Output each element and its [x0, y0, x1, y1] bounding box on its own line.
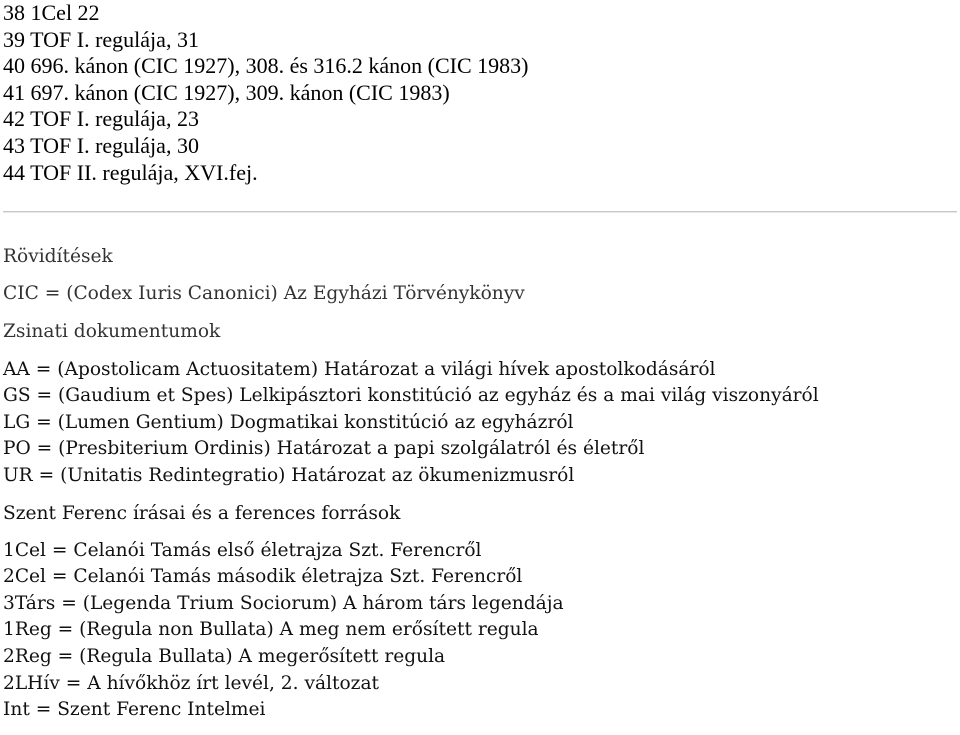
- footnote-41: 41 697. kánon (CIC 1927), 309. kánon (CIC 1983): [3, 79, 450, 105]
- abbr-2reg: 2Reg = (Regula Bullata) A megerősített regula: [3, 645, 446, 667]
- abbr-2lhiv: 2LHív = A hívőkhöz írt levél, 2. változat: [3, 672, 379, 694]
- abbr-2cel: 2Cel = Celanói Tamás második életrajza Szt. Ferencről: [3, 566, 523, 588]
- footnotes: [3, 0, 529, 186]
- abbr-1reg: 1Reg = (Regula non Bullata) A meg nem erősített regula: [3, 619, 539, 641]
- council-list: [3, 357, 819, 490]
- abbr-gs: GS = (Gaudium et Spes) Lelkipásztori konstitúció az egyház és a mai világ viszonyáról: [3, 385, 819, 407]
- abbr-int: Int = Szent Ferenc Intelmei: [3, 699, 266, 721]
- abbr-cic: CIC = (Codex Iuris Canonici) Az Egyházi Törvénykönyv: [3, 283, 525, 304]
- abbr-1cel: 1Cel = Celanói Tamás első életrajza Szt. Ferencről: [3, 539, 482, 561]
- footnote-42: 42 TOF I. regulája, 23: [3, 106, 199, 132]
- francis-heading: Szent Ferenc írásai és a ferences források: [3, 502, 401, 524]
- section-divider: [3, 211, 957, 213]
- francis-list: [3, 538, 819, 724]
- abbr-ur: UR = (Unitatis Redintegratio) Határozat az ökumenizmusról: [3, 464, 575, 486]
- abbr-aa: AA = (Apostolicam Actuositatem) Határozat a világi hívek apostolkodásáról: [3, 358, 716, 380]
- footnote-44: 44 TOF II. regulája, XVI.fej.: [3, 159, 258, 185]
- abbreviations-section: [3, 244, 819, 724]
- abbr-lg: LG = (Lumen Gentium) Dogmatikai konstitúció az egyházról: [3, 411, 574, 433]
- footnote-43: 43 TOF I. regulája, 30: [3, 132, 199, 158]
- footnote-38: 38 1Cel 22: [3, 0, 100, 25]
- abbr-po: PO = (Presbiterium Ordinis) Határozat a papi szolgálatról és életről: [3, 438, 645, 460]
- footnote-39: 39 TOF I. regulája, 31: [3, 26, 199, 52]
- footnote-40: 40 696. kánon (CIC 1927), 308. és 316.2 kánon (CIC 1983): [3, 53, 529, 79]
- council-heading: Zsinati dokumentumok: [3, 320, 221, 342]
- abbreviations-title: Rövidítések: [3, 246, 113, 267]
- abbr-3tars: 3Társ = (Legenda Trium Sociorum) A három társ legendája: [3, 592, 564, 614]
